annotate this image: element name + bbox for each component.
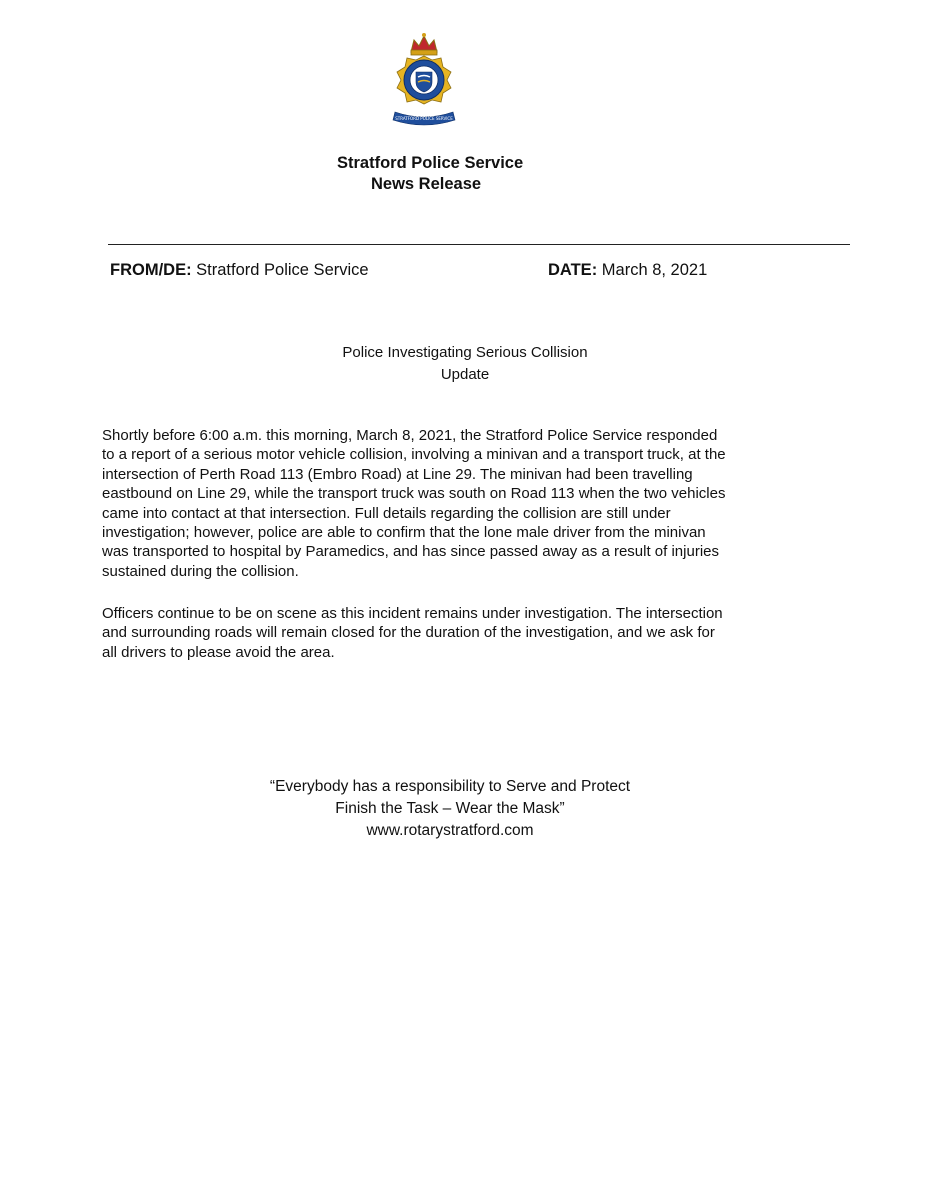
website-url: www.rotarystratford.com [366, 822, 534, 839]
subtitle-line: Update [440, 365, 490, 383]
paragraph-line: Shortly before 6:00 a.m. this morning, March 8, 2021, the Stratford Police Service responded [102, 427, 718, 444]
paragraph-line: was transported to hospital by Paramedics, and has since passed away as a result of injuries [102, 543, 719, 561]
title-line: Police Investigating Serious Collision [342, 344, 588, 361]
release-title [250, 342, 680, 385]
paragraph-line: to a report of a serious motor vehicle collision, involving a minivan and a transport truck, at the [102, 446, 726, 464]
date-field [548, 260, 707, 280]
release-type: News Release [371, 175, 482, 193]
crown-icon [411, 33, 437, 55]
from-label: FROM/DE: [110, 261, 192, 279]
paragraph-line: sustained during the collision. [102, 562, 299, 580]
slogan-line-2: Finish the Task – Wear the Mask” [335, 800, 565, 817]
paragraph-line: investigation; however, police are able to confirm that the lone male driver from the minivan [102, 524, 706, 542]
from-value: Stratford Police Service [196, 261, 369, 279]
from-field [110, 260, 369, 280]
release-header [280, 153, 600, 195]
paragraph-line: and surrounding roads will remain closed for the duration of the investigation, and we ask for [102, 624, 715, 642]
organization-name: Stratford Police Service [337, 154, 524, 172]
paragraph-line: eastbound on Line 29, while the transport truck was south on Road 113 when the two vehicles [102, 485, 726, 503]
paragraph-line: intersection of Perth Road 113 (Embro Road) at Line 29. The minivan had been travelling [102, 465, 693, 483]
crest-ribbon-text: STRATFORD POLICE SERVICE [395, 116, 453, 121]
paragraph-line: came into contact at that intersection. Full details regarding the collision are still under [102, 504, 671, 522]
date-value: March 8, 2021 [601, 261, 708, 279]
slogan-line-1: “Everybody has a responsibility to Serve and Protect [269, 778, 631, 795]
footer-slogan [190, 776, 710, 842]
body-paragraph-2 [102, 604, 842, 662]
paragraph-line: Officers continue to be on scene as this incident remains under investigation. The intersection [102, 605, 723, 622]
paragraph-line: all drivers to please avoid the area. [102, 643, 335, 661]
police-crest-logo [381, 30, 467, 130]
body-paragraph-1 [102, 426, 842, 581]
header-divider [108, 244, 850, 245]
date-label: DATE: [548, 261, 598, 279]
